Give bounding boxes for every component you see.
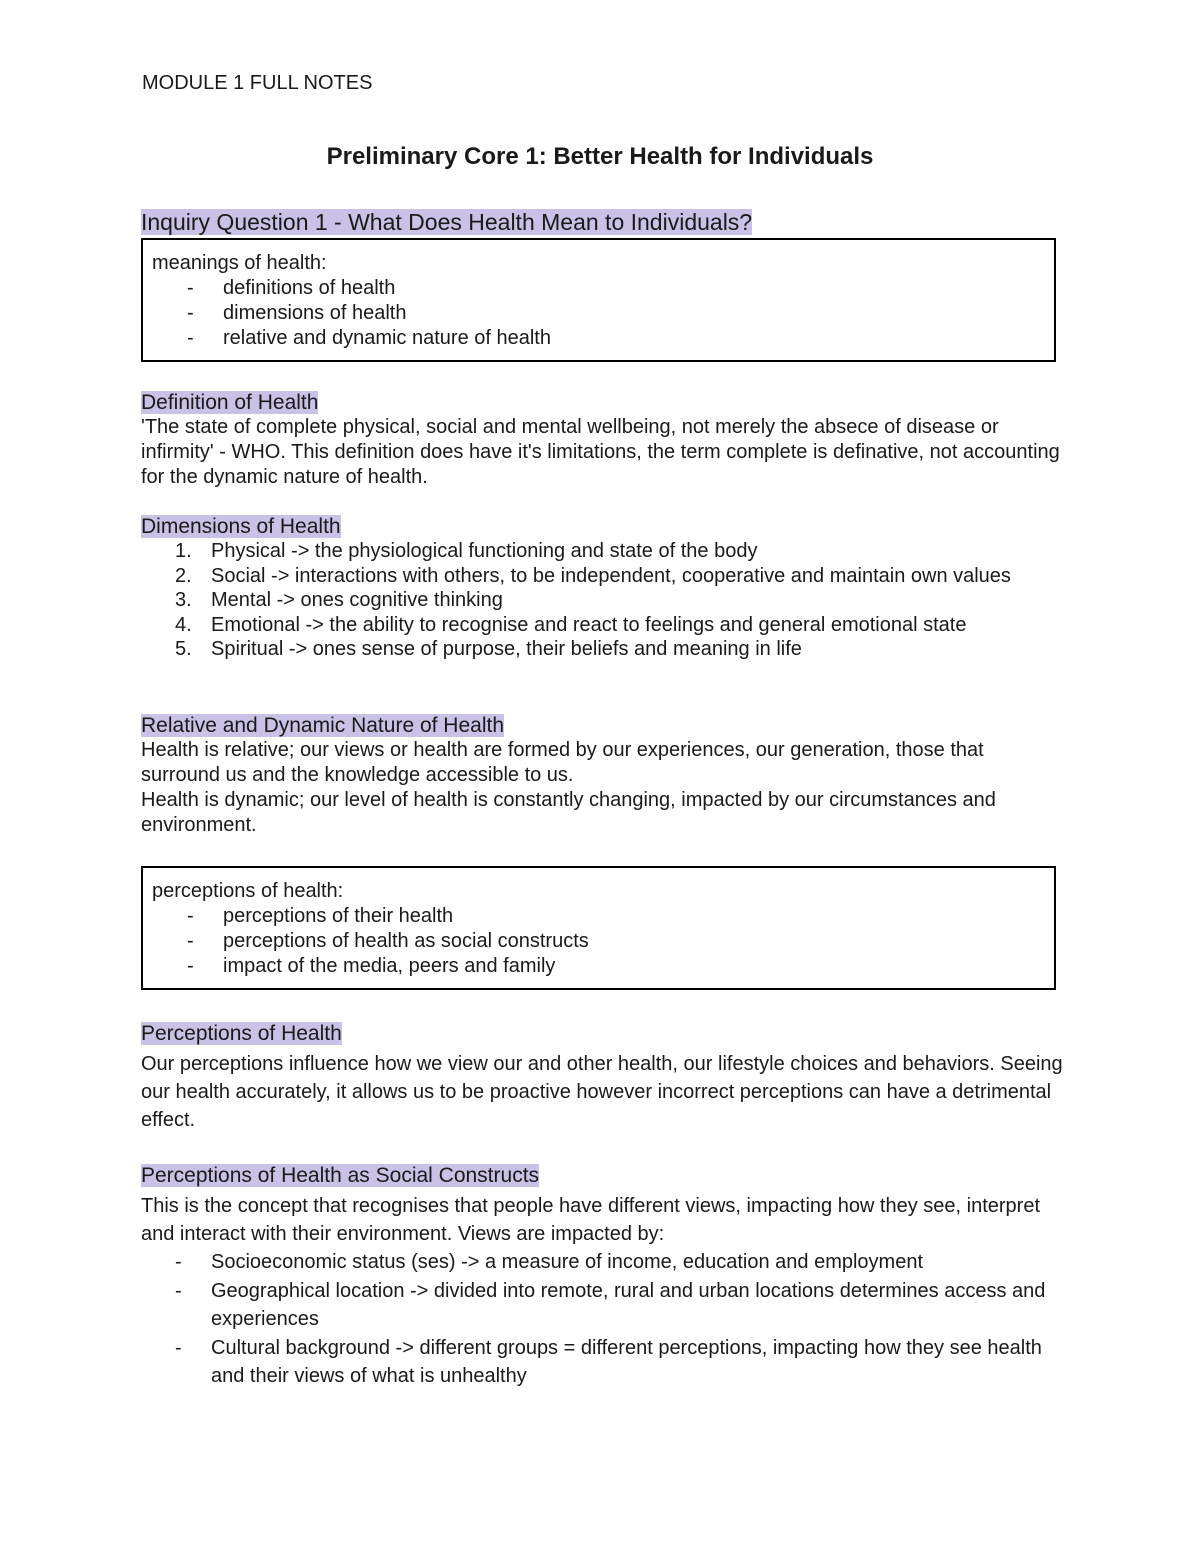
constructs-intro: This is the concept that recognises that people have different views, impacting how they see, interpret and interact with their environment. Views are impacted by: (141, 1195, 1041, 1245)
social-constructs-section (141, 1163, 1066, 1391)
list-item: 1. Physical -> the physiological functioning and state of the body (175, 540, 758, 562)
list-item: - dimensions of health (187, 302, 407, 324)
list-item: - Geographical location -> divided into remote, rural and urban locations determines access and experiences (175, 1279, 1046, 1331)
dynamic-text: Health is dynamic; our level of health is constantly changing, impacted by our circumstances and environment. (141, 789, 996, 836)
list-item: - Socioeconomic status (ses) -> a measure of income, education and employment (175, 1251, 924, 1273)
list-item: 5. Spiritual -> ones sense of purpose, their beliefs and meaning in life (175, 638, 802, 661)
perceptions-section (141, 1021, 1066, 1134)
box-list (152, 276, 1054, 351)
list-item: - definitions of health (187, 277, 396, 299)
section-heading: Perceptions of Health (141, 1022, 342, 1045)
dimensions-list (141, 539, 1066, 662)
section-heading: Perceptions of Health as Social Constructs (141, 1164, 540, 1187)
definition-section (141, 390, 1066, 490)
list-item: 3. Mental -> ones cognitive thinking (175, 589, 503, 612)
list-item: - Cultural background -> different groups = different perceptions, impacting how they see health and their views of what is unhealthy (175, 1336, 1042, 1388)
syllabus-box-perceptions (141, 866, 1056, 990)
document-title: Preliminary Core 1: Better Health for Individuals (326, 143, 874, 170)
document-label: MODULE 1 FULL NOTES (142, 72, 373, 94)
list-item: - perceptions of their health (187, 905, 454, 927)
list-item: - perceptions of health as social constructs (187, 930, 589, 952)
dimensions-section (141, 514, 1066, 662)
definition-text: 'The state of complete physical, social and mental wellbeing, not merely the absece of disease or infirmity' - WHO. This definition does have it's limitations, the term complete is definative, not accounting for the dynamic nature of health. (141, 416, 1060, 488)
inquiry-question-text: Inquiry Question 1 - What Does Health Mean to Individuals? (141, 209, 753, 235)
box-title: meanings of health: (152, 252, 327, 274)
syllabus-box-meanings (141, 238, 1056, 362)
constructs-list (141, 1248, 1066, 1391)
inquiry-question-heading (141, 208, 1066, 236)
section-heading: Relative and Dynamic Nature of Health (141, 714, 505, 737)
section-heading: Definition of Health (141, 391, 319, 414)
list-item: 4. Emotional -> the ability to recognise and react to feelings and general emotional state (175, 613, 967, 636)
list-item: - impact of the media, peers and family (187, 955, 556, 977)
perceptions-text: Our perceptions influence how we view our and other health, our lifestyle choices and behaviors. Seeing our health accurately, it allows us to be proactive however incorrect perceptions can have a detrimental effect. (141, 1053, 1063, 1131)
list-item: 2. Social -> interactions with others, to be independent, cooperative and maintain own values (175, 564, 1011, 587)
relative-dynamic-section (141, 713, 1066, 838)
box-title: perceptions of health: (152, 880, 344, 902)
relative-text: Health is relative; our views or health are formed by our experiences, our generation, those that surround us and the knowledge accessible to us. (141, 739, 984, 786)
list-item: - relative and dynamic nature of health (187, 327, 551, 349)
section-heading: Dimensions of Health (141, 515, 341, 538)
box-list (152, 904, 1054, 979)
